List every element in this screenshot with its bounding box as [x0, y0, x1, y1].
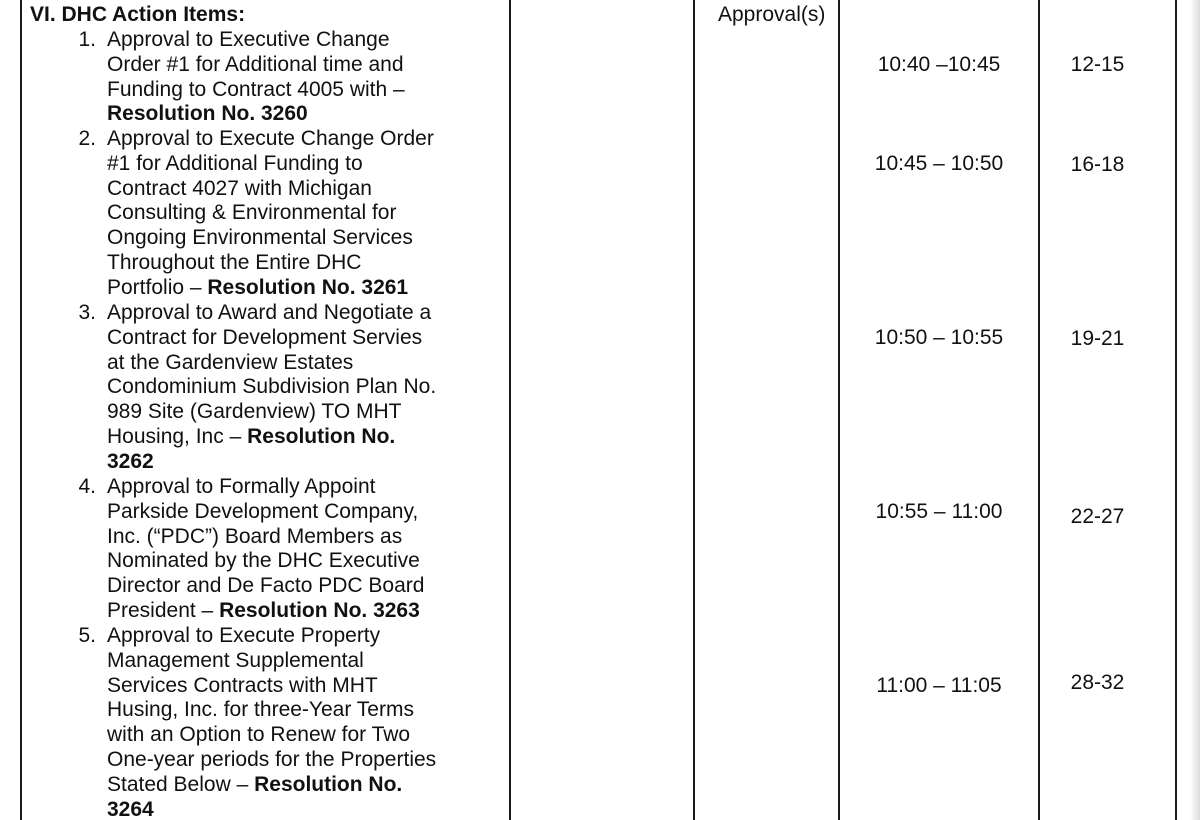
item-description: Approval to Executive Change Order #1 for Additional time and Funding to Contract 4005 with –: [107, 28, 405, 101]
item-pages: 22-27: [1070, 505, 1125, 528]
item-number: 5.: [78, 624, 96, 647]
page-edge-shadow: [1190, 0, 1200, 820]
item-description: Approval to Execute Property Management Supplemental Services Contracts with MHT Husing, Inc. for three-Year Terms with an Option to Renew for Two One-year periods for the Properties Stated Below –: [107, 624, 437, 796]
agenda-item: [66, 301, 486, 475]
resolution-number: Resolution No. 3261: [207, 275, 409, 299]
agenda-item: [66, 475, 486, 624]
resolution-number: Resolution No. 3260: [107, 102, 308, 126]
agenda-item: [66, 127, 486, 301]
item-number: 2.: [78, 127, 96, 150]
resolution-number: Resolution No. 3262: [107, 424, 396, 473]
item-pages: 28-32: [1070, 671, 1125, 694]
resolution-number: Resolution No. 3264: [107, 772, 403, 820]
item-description: Approval to Formally Appoint Parkside Development Company, Inc. (“PDC”) Board Members as Nominated by the DHC Executive Director and De Facto PDC Board President –: [107, 475, 425, 622]
item-time: 10:45 – 10:50: [874, 152, 1004, 175]
table-divider-2: [693, 0, 695, 820]
agenda-item: [66, 28, 486, 127]
item-description: Approval to Award and Negotiate a Contract for Development Servies at the Gardenview Estates Condominium Subdivision Plan No. 989 Site (Gardenview) TO MHT Housing, Inc –: [107, 301, 437, 448]
resolution-number: Resolution No. 3263: [219, 598, 420, 622]
item-time: 10:40 –10:45: [877, 53, 1001, 76]
item-number: 1.: [78, 28, 96, 51]
table-border-right: [1175, 0, 1177, 820]
table-border-left: [20, 0, 22, 820]
item-pages: 19-21: [1070, 327, 1125, 350]
item-pages: 12-15: [1070, 53, 1125, 76]
item-pages: 16-18: [1070, 153, 1125, 176]
table-divider-1: [509, 0, 511, 820]
item-time: 11:00 – 11:05: [876, 674, 1002, 697]
approval-column-label: Approval(s): [718, 3, 826, 26]
item-time: 10:50 – 10:55: [874, 326, 1004, 349]
item-number: 4.: [78, 475, 96, 498]
item-time: 10:55 – 11:00: [875, 500, 1003, 523]
item-description: Approval to Execute Change Order #1 for Additional Funding to Contract 4027 with Michigan Consulting & Environmental for Ongoing Environmental Services Throughout the Entire DHC Portfolio –: [107, 127, 434, 299]
item-number: 3.: [78, 301, 96, 324]
agenda-item: [66, 624, 486, 820]
section-title: VI. DHC Action Items:: [30, 3, 246, 26]
